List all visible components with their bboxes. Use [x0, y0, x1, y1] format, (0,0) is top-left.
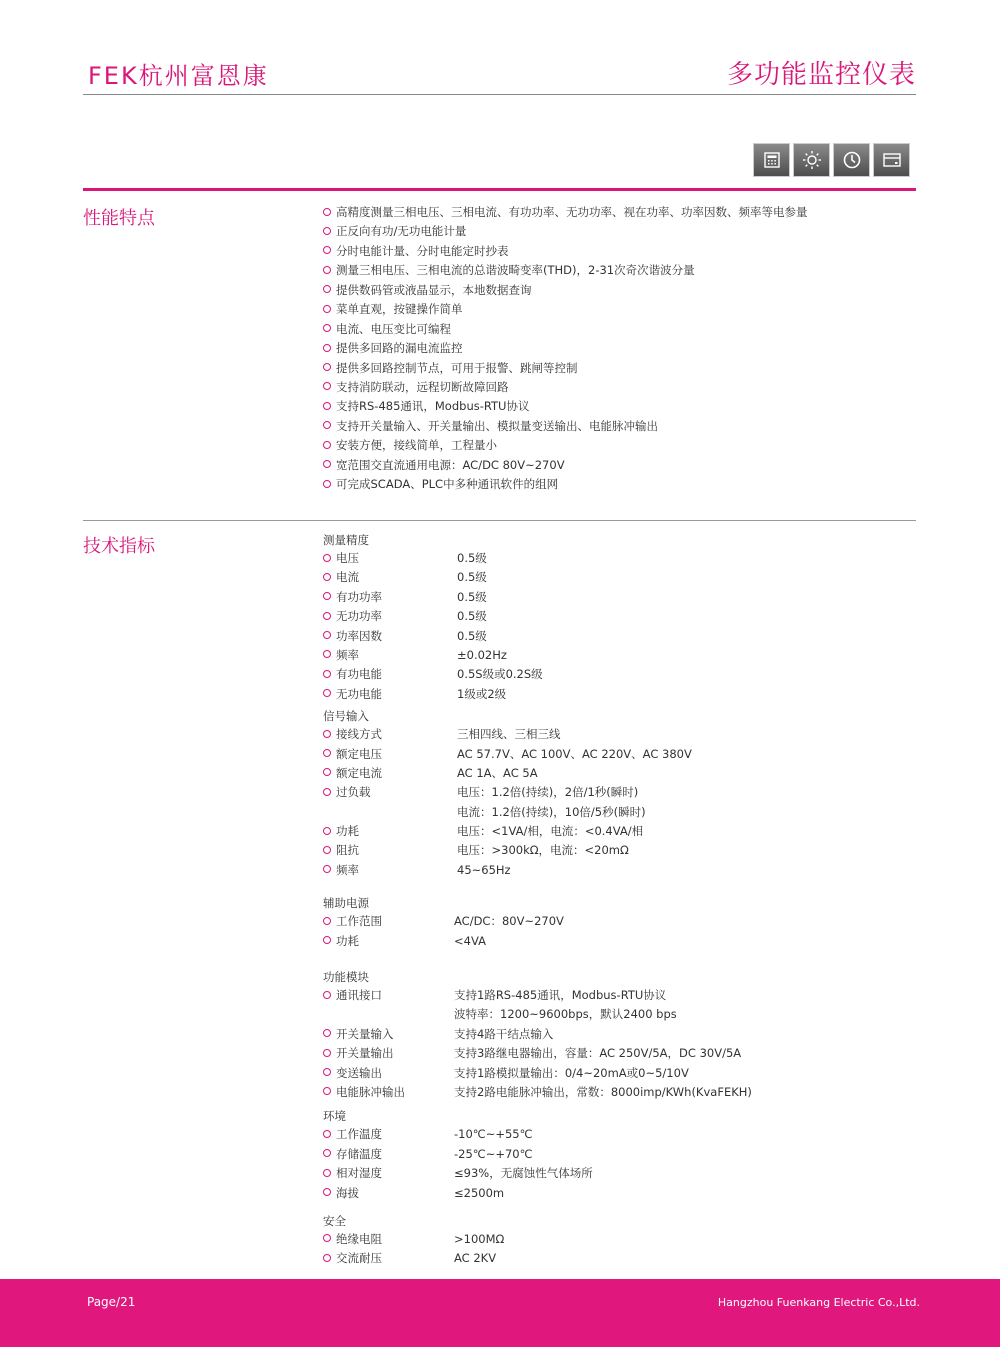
bullet-icon [323, 324, 331, 332]
bullet-icon [323, 1188, 331, 1196]
spec-label-text: 变送输出 [336, 1065, 382, 1080]
spec-label [323, 1145, 454, 1164]
spec-row [323, 986, 752, 1025]
features-heading: 性能特点 [83, 208, 155, 229]
spec-label-text: 无功电能 [336, 686, 382, 701]
feature-item [323, 222, 808, 241]
spec-row [323, 588, 752, 607]
spec-label [323, 1083, 454, 1102]
bullet-icon [323, 1234, 331, 1242]
spec-label-text: 有功电能 [336, 667, 382, 682]
bullet-icon [323, 936, 331, 944]
bullet-icon [323, 1149, 331, 1157]
spec-label [323, 1025, 454, 1044]
spec-value: 0.5级 [457, 551, 487, 565]
spec-label-text: 频率 [336, 647, 359, 662]
spec-row [323, 627, 752, 646]
spec-value: 0.5级 [457, 609, 487, 624]
feature-icons [753, 143, 910, 177]
spec-label-text: 接线方式 [336, 727, 382, 742]
spec-value: 0.5级 [457, 628, 487, 643]
spec-label-text: 开关量输入 [336, 1026, 394, 1041]
spec-group [323, 1212, 752, 1269]
spec-label [323, 607, 457, 626]
page-number: Page/21 [87, 1295, 136, 1309]
spec-label-text: 存储温度 [336, 1146, 382, 1161]
bullet-icon [323, 650, 331, 658]
bullet-icon [323, 631, 331, 639]
sun-icon [793, 143, 830, 177]
bullet-icon [323, 208, 331, 216]
spec-value: 三相四线、三相三线 [457, 727, 561, 742]
spec-value: 支持1路RS-485通讯，Modbus-RTU协议 [454, 988, 667, 1003]
spec-label [323, 912, 454, 931]
bullet-icon [323, 1087, 331, 1095]
bullet-icon [323, 480, 331, 488]
spec-label-text: 电流 [336, 570, 359, 585]
bullet-icon [323, 846, 331, 854]
spec-value: 0.5级 [457, 570, 487, 585]
feature-text: 提供多回路的漏电流监控 [336, 341, 463, 356]
feature-item [323, 475, 808, 494]
feature-text: 电流、电压变比可编程 [336, 321, 451, 336]
spec-label-text: 电压 [336, 551, 359, 565]
spec-label [323, 627, 457, 646]
company-name: Hangzhou Fuenkang Electric Co.,Ltd. [717, 1296, 920, 1309]
feature-item [323, 320, 808, 339]
spec-group [323, 968, 752, 1102]
feature-text: 安装方便，接线简单，工程量小 [336, 438, 497, 453]
bullet-icon [323, 788, 331, 796]
spec-group [323, 707, 752, 880]
spec-label [323, 685, 457, 704]
spec-label [323, 725, 457, 744]
spec-value: 0.5级 [457, 589, 487, 604]
spec-row [323, 685, 752, 704]
spec-row [323, 607, 752, 626]
bullet-icon [323, 305, 331, 313]
spec-value: 支持4路干结点输入 [454, 1026, 554, 1041]
spec-row [323, 1083, 752, 1102]
spec-group-title: 辅助电源 [323, 896, 369, 911]
spec-label [323, 588, 457, 607]
spec-group-title: 测量精度 [323, 533, 369, 547]
feature-item [323, 339, 808, 358]
spec-row [323, 861, 752, 880]
bullet-icon [323, 402, 331, 410]
bullet-icon [323, 592, 331, 600]
feature-item [323, 261, 808, 280]
spec-group-title: 功能模块 [323, 970, 369, 985]
feature-text: 支持RS-485通讯，Modbus-RTU协议 [336, 399, 530, 414]
feature-item [323, 378, 808, 397]
bullet-icon [323, 460, 331, 468]
spec-label [323, 932, 454, 951]
bullet-icon [323, 1049, 331, 1057]
spec-label-text: 额定电压 [336, 746, 382, 761]
spec-label-text: 交流耐压 [336, 1251, 382, 1266]
spec-row [323, 1230, 752, 1249]
spec-row [323, 665, 752, 684]
spec-row [323, 1145, 752, 1164]
spec-value: 电压：>300kΩ，电流：<20mΩ [457, 843, 629, 858]
feature-text: 正反向有功/无功电能计量 [336, 224, 467, 239]
feature-item [323, 397, 808, 416]
spec-group-title: 环境 [323, 1109, 346, 1124]
spec-label [323, 822, 457, 841]
feature-text: 高精度测量三相电压、三相电流、有功功率、无功功率、视在功率、功率因数、频率等电参量 [336, 205, 808, 219]
card-icon [873, 143, 910, 177]
bullet-icon [323, 246, 331, 254]
bullet-icon [323, 1068, 331, 1076]
feature-text: 可完成SCADA、PLC中多种通讯软件的组网 [336, 477, 559, 492]
feature-item [323, 242, 808, 261]
feature-text: 支持消防联动，远程切断故障回路 [336, 379, 509, 394]
spec-label-text: 开关量输出 [336, 1046, 394, 1061]
bullet-icon [323, 917, 331, 925]
spec-value: 45~65Hz [457, 862, 511, 877]
spec-label-text: 电能脉冲输出 [336, 1084, 405, 1099]
feature-item [323, 359, 808, 378]
feature-text: 提供数码管或液晶显示，本地数据查询 [336, 282, 532, 297]
spec-row [323, 912, 752, 931]
footer [0, 1279, 1000, 1347]
spec-value: ≤2500m [454, 1185, 505, 1200]
spec-label-text: 功率因数 [336, 628, 382, 643]
spec-label [323, 841, 457, 860]
spec-label [323, 1044, 454, 1063]
feature-text: 分时电能计量、分时电能定时抄表 [336, 243, 509, 258]
bullet-icon [323, 382, 331, 390]
spec-row [323, 1025, 752, 1044]
spec-value: 支持3路继电器输出，容量：AC 250V/5A，DC 30V/5A [454, 1046, 742, 1061]
feature-item [323, 300, 808, 319]
bullet-icon [323, 1169, 331, 1177]
spec-label-text: 额定电流 [336, 765, 382, 780]
spec-value: 支持1路模拟量输出：0/4~20mA或0~5/10V [454, 1065, 689, 1080]
spec-label [323, 764, 457, 783]
spec-row [323, 841, 752, 860]
bullet-icon [323, 689, 331, 697]
bullet-icon [323, 612, 331, 620]
spec-group [323, 531, 752, 704]
spec-label [323, 1249, 454, 1268]
spec-label-text: 相对湿度 [336, 1166, 382, 1181]
spec-label [323, 568, 457, 587]
feature-item [323, 203, 808, 222]
spec-label-text: 功耗 [336, 933, 359, 948]
spec-value: 电压：1.2倍(持续)，2倍/1秒(瞬时) [457, 785, 639, 800]
spec-label [323, 1125, 454, 1144]
spec-row [323, 822, 752, 841]
spec-value: 电压：<1VA/相，电流：<0.4VA/相 [457, 824, 644, 839]
bullet-icon [323, 266, 331, 274]
spec-value: 支持2路电能脉冲输出，常数：8000imp/KWh(KvaFEKH) [454, 1084, 752, 1099]
section-divider [83, 520, 916, 521]
bullet-icon [323, 363, 331, 371]
spec-value: -10℃~+55℃ [454, 1127, 533, 1142]
feature-item [323, 281, 808, 300]
feature-item [323, 456, 808, 475]
spec-label [323, 665, 457, 684]
spec-value: AC 57.7V、AC 100V、AC 220V、AC 380V [457, 746, 692, 761]
spec-label-text: 过负载 [336, 785, 371, 800]
spec-row [323, 725, 752, 744]
feature-text: 宽范围交直流通用电源：AC/DC 80V~270V [336, 457, 565, 472]
spec-label-text: 有功功率 [336, 589, 382, 604]
feature-text: 菜单直观，按键操作简单 [336, 302, 463, 317]
calculator-icon [753, 143, 790, 177]
bullet-icon [323, 573, 331, 581]
spec-value: 0.5S级或0.2S级 [457, 667, 543, 682]
tech-specs [323, 531, 752, 1269]
header-divider [83, 94, 916, 95]
spec-label [323, 549, 457, 568]
feature-text: 测量三相电压、三相电流的总谐波畸变率(THD)，2-31次奇次谐波分量 [336, 263, 695, 278]
bullet-icon [323, 227, 331, 235]
clock-icon [833, 143, 870, 177]
spec-label [323, 986, 454, 1005]
bullet-icon [323, 421, 331, 429]
spec-group [323, 1107, 752, 1203]
spec-label-text: 频率 [336, 862, 359, 877]
spec-value: -25℃~+70℃ [454, 1146, 533, 1161]
bullet-icon [323, 441, 331, 449]
spec-value: <4VA [454, 933, 486, 948]
bullet-icon [323, 344, 331, 352]
section-divider-accent [83, 188, 916, 191]
bullet-icon [323, 865, 331, 873]
spec-row [323, 783, 752, 822]
spec-value: >100MΩ [454, 1231, 505, 1246]
spec-row [323, 1184, 752, 1203]
bullet-icon [323, 991, 331, 999]
spec-row [323, 1044, 752, 1063]
spec-label [323, 1230, 454, 1249]
features-list [323, 203, 808, 495]
feature-item [323, 417, 808, 436]
spec-label-text: 绝缘电阻 [336, 1231, 382, 1246]
spec-label [323, 1064, 454, 1083]
spec-value: AC/DC：80V~270V [454, 914, 564, 929]
spec-label [323, 745, 457, 764]
bullet-icon [323, 670, 331, 678]
spec-label [323, 646, 457, 665]
spec-value: 波特率：1200~9600bps，默认2400 bps [454, 1007, 677, 1022]
spec-label [323, 783, 457, 802]
spec-row [323, 549, 752, 568]
spec-label [323, 1164, 454, 1183]
bullet-icon [323, 827, 331, 835]
spec-value: AC 1A、AC 5A [457, 765, 538, 780]
bullet-icon [323, 749, 331, 757]
spec-label-text: 无功功率 [336, 609, 382, 624]
spec-value: AC 2KV [454, 1251, 497, 1266]
spec-row [323, 1249, 752, 1268]
spec-row [323, 1064, 752, 1083]
spec-row [323, 764, 752, 783]
spec-label [323, 1184, 454, 1203]
bullet-icon [323, 1130, 331, 1138]
spec-label-text: 功耗 [336, 824, 359, 839]
spec-label-text: 阻抗 [336, 843, 359, 858]
spec-row [323, 932, 752, 951]
bullet-icon [323, 1254, 331, 1262]
spec-label-text: 海拔 [336, 1185, 359, 1200]
document-title: 多功能监控仪表 [726, 60, 916, 90]
spec-label-text: 通讯接口 [336, 988, 382, 1003]
spec-row [323, 1164, 752, 1183]
bullet-icon [323, 554, 331, 562]
spec-label [323, 861, 457, 880]
feature-text: 支持开关量输入、开关量输出、模拟量变送输出、电能脉冲输出 [336, 418, 658, 433]
feature-text: 提供多回路控制节点，可用于报警、跳闸等控制 [336, 360, 578, 375]
spec-row [323, 1125, 752, 1144]
spec-row [323, 646, 752, 665]
spec-label-text: 工作范围 [336, 914, 382, 929]
spec-value: ≤93%，无腐蚀性气体场所 [454, 1166, 593, 1181]
brand-logo: FEK杭州富恩康 [88, 62, 269, 90]
tech-specs-heading: 技术指标 [83, 536, 155, 557]
spec-value: 1级或2级 [457, 686, 507, 701]
bullet-icon [323, 285, 331, 293]
spec-value: ±0.02Hz [457, 647, 507, 662]
spec-group-title: 安全 [323, 1213, 346, 1228]
bullet-icon [323, 1029, 331, 1037]
spec-row [323, 568, 752, 587]
bullet-icon [323, 730, 331, 738]
bullet-icon [323, 768, 331, 776]
spec-row [323, 745, 752, 764]
spec-value: 电流：1.2倍(持续)，10倍/5秒(瞬时) [457, 804, 646, 819]
spec-group [323, 894, 752, 951]
feature-item [323, 436, 808, 455]
spec-label-text: 工作温度 [336, 1127, 382, 1142]
spec-group-title: 信号输入 [323, 709, 369, 724]
